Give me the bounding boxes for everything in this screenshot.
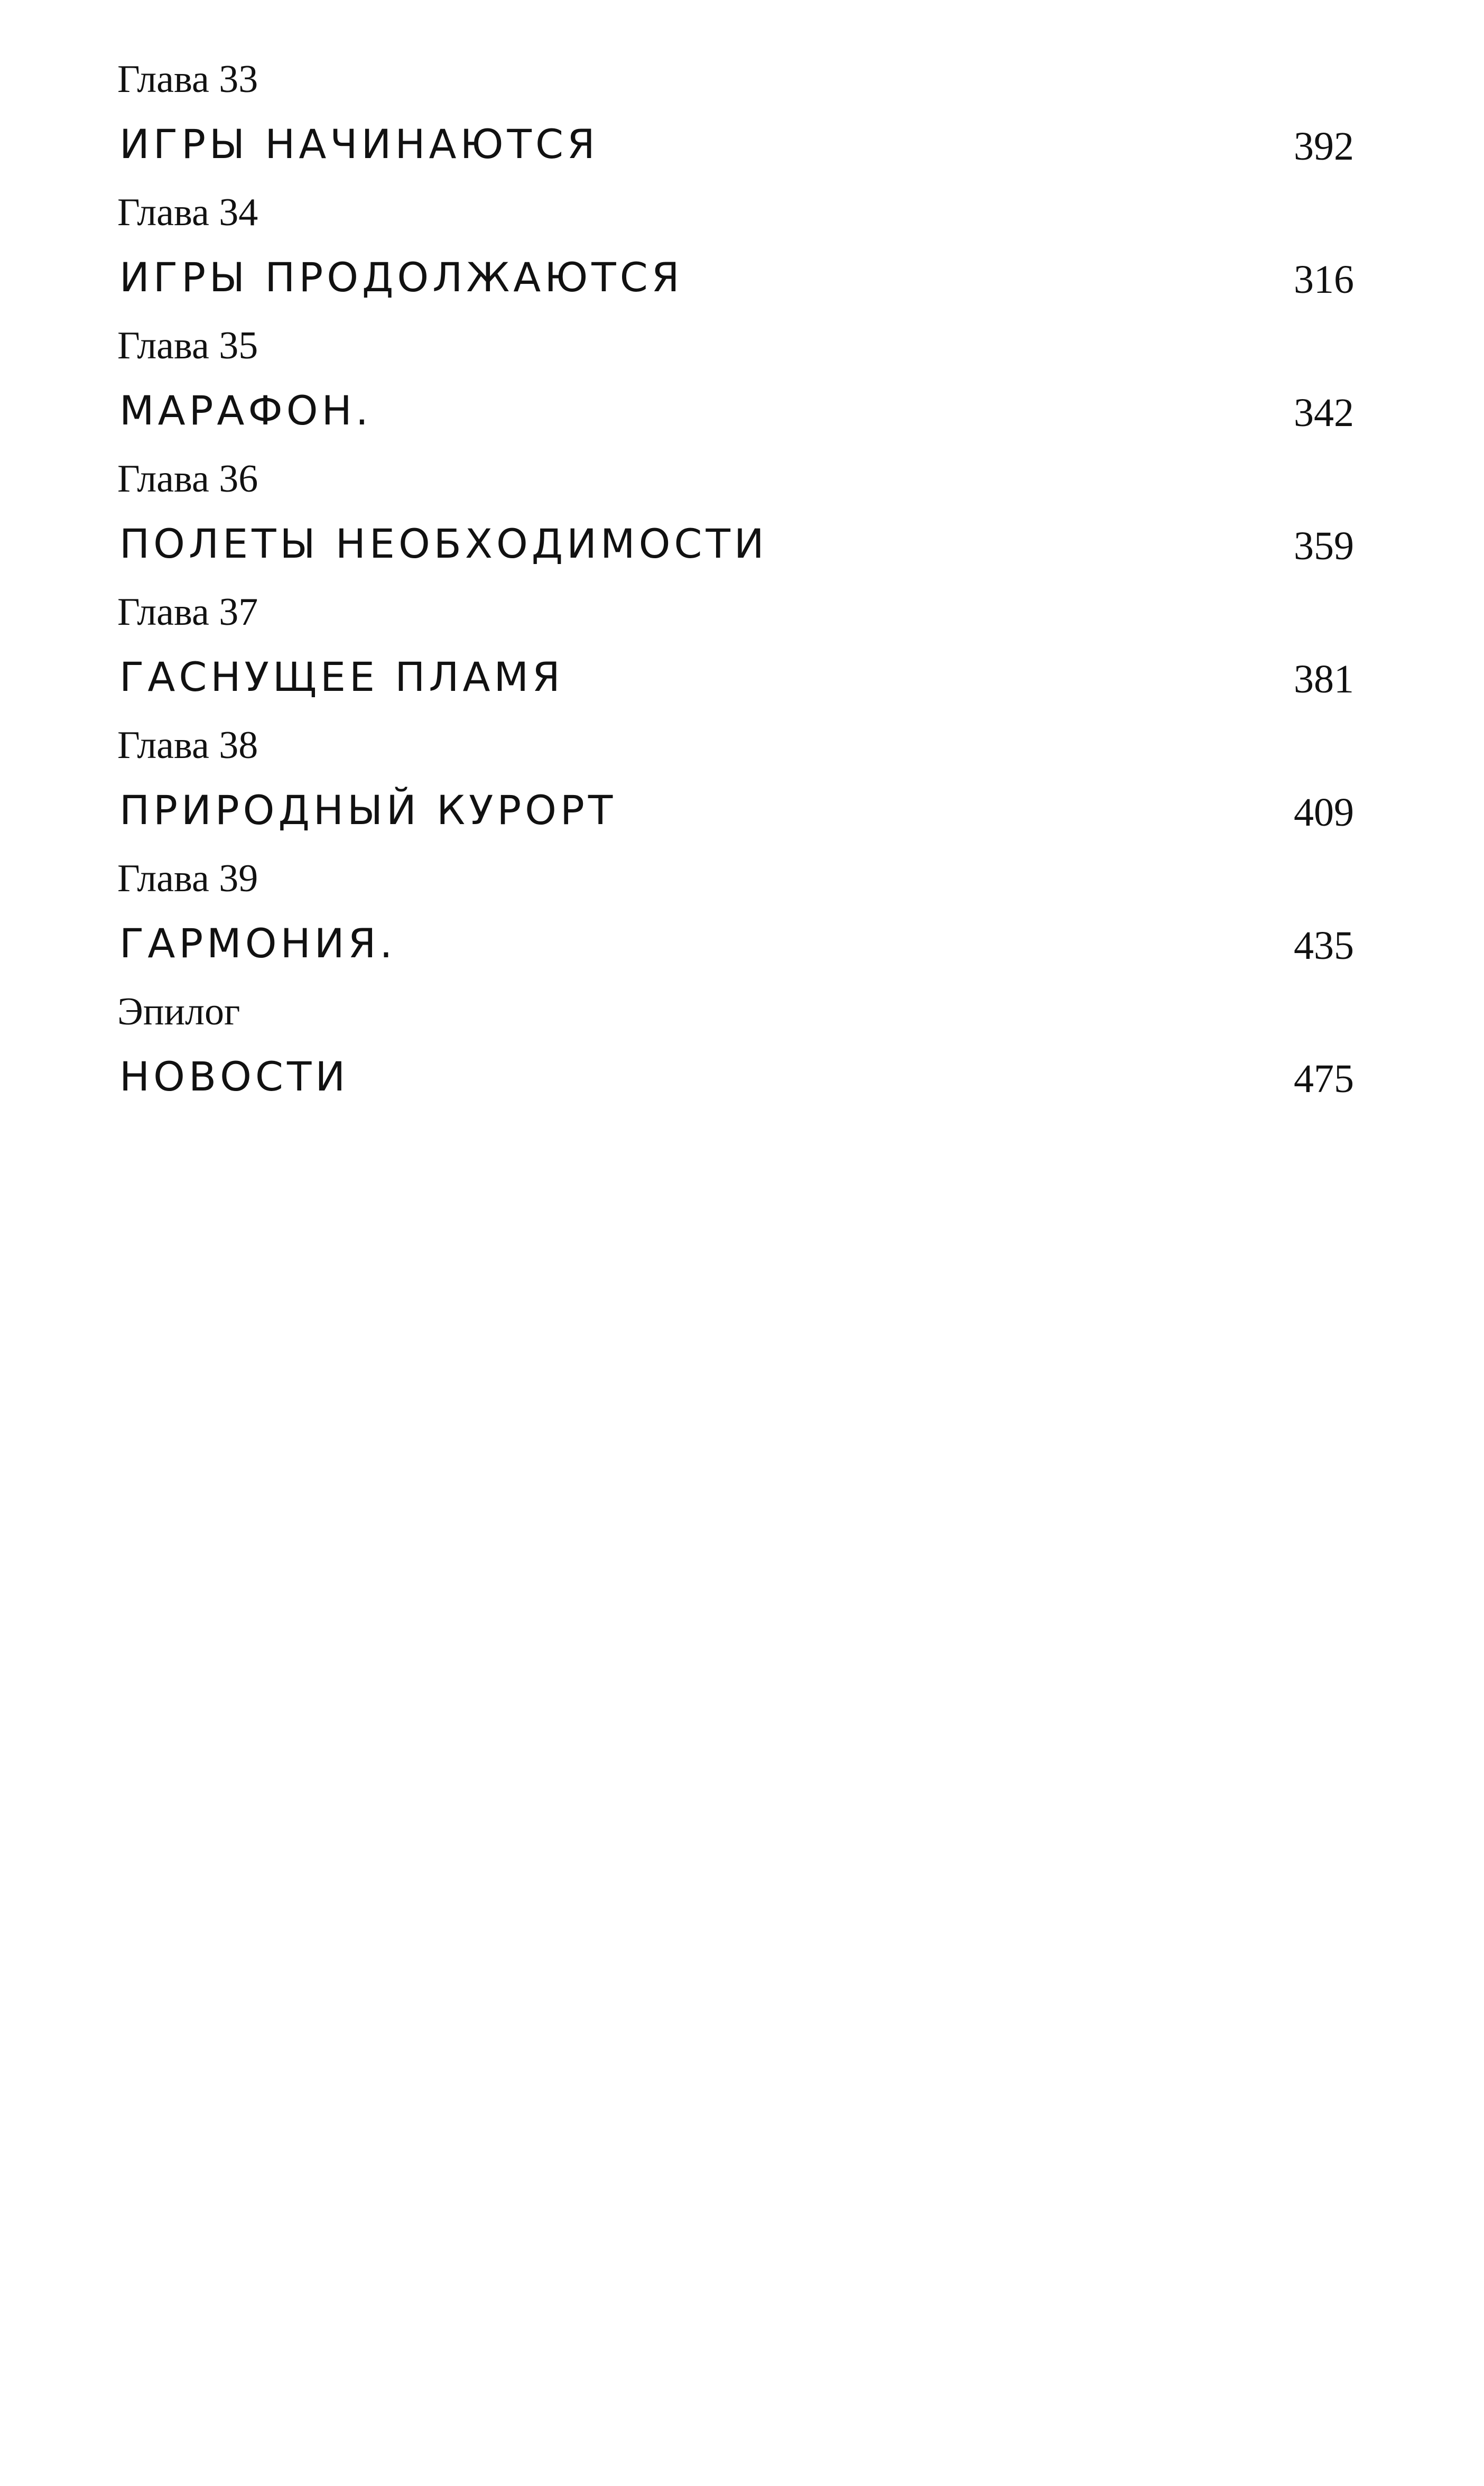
page-number: 392 xyxy=(1294,124,1354,169)
toc-entry-chapter-34 xyxy=(117,189,1354,322)
chapter-label: Глава 34 xyxy=(117,191,258,234)
chapter-label: Глава 33 xyxy=(117,58,258,101)
toc-entry-chapter-38 xyxy=(117,722,1354,855)
chapter-title: ГАРМОНИЯ. xyxy=(119,920,396,967)
chapter-title: ПОЛЕТЫ НЕОБХОДИМОСТИ xyxy=(119,520,768,567)
chapter-title: ИГРЫ ПРОДОЛЖАЮТСЯ xyxy=(119,254,683,301)
toc-entry-chapter-39 xyxy=(117,855,1354,988)
page-number: 475 xyxy=(1294,1057,1354,1101)
page-number: 409 xyxy=(1294,790,1354,835)
toc-entry-epilogue xyxy=(117,988,1354,1121)
chapter-title: ПРИРОДНЫЙ КУРОРТ xyxy=(119,787,617,834)
table-of-contents xyxy=(117,56,1354,1121)
page-number: 381 xyxy=(1294,657,1354,701)
page-number: 435 xyxy=(1294,923,1354,968)
chapter-label: Глава 35 xyxy=(117,324,258,367)
chapter-title: ИГРЫ НАЧИНАЮТСЯ xyxy=(119,121,599,168)
chapter-title: МАРАФОН. xyxy=(119,387,372,434)
toc-entry-chapter-36 xyxy=(117,455,1354,588)
chapter-label: Глава 39 xyxy=(117,857,258,900)
page-number: 316 xyxy=(1294,257,1354,302)
page-number: 342 xyxy=(1294,391,1354,435)
chapter-label: Глава 37 xyxy=(117,590,258,634)
chapter-label: Эпилог xyxy=(117,990,240,1033)
chapter-label: Глава 38 xyxy=(117,724,258,767)
toc-entry-chapter-35 xyxy=(117,322,1354,455)
toc-entry-chapter-33 xyxy=(117,56,1354,189)
page-number: 359 xyxy=(1294,524,1354,568)
chapter-title: ГАСНУЩЕЕ ПЛАМЯ xyxy=(119,653,564,700)
chapter-label: Глава 36 xyxy=(117,457,258,501)
chapter-title: НОВОСТИ xyxy=(119,1053,349,1100)
toc-entry-chapter-37 xyxy=(117,588,1354,722)
